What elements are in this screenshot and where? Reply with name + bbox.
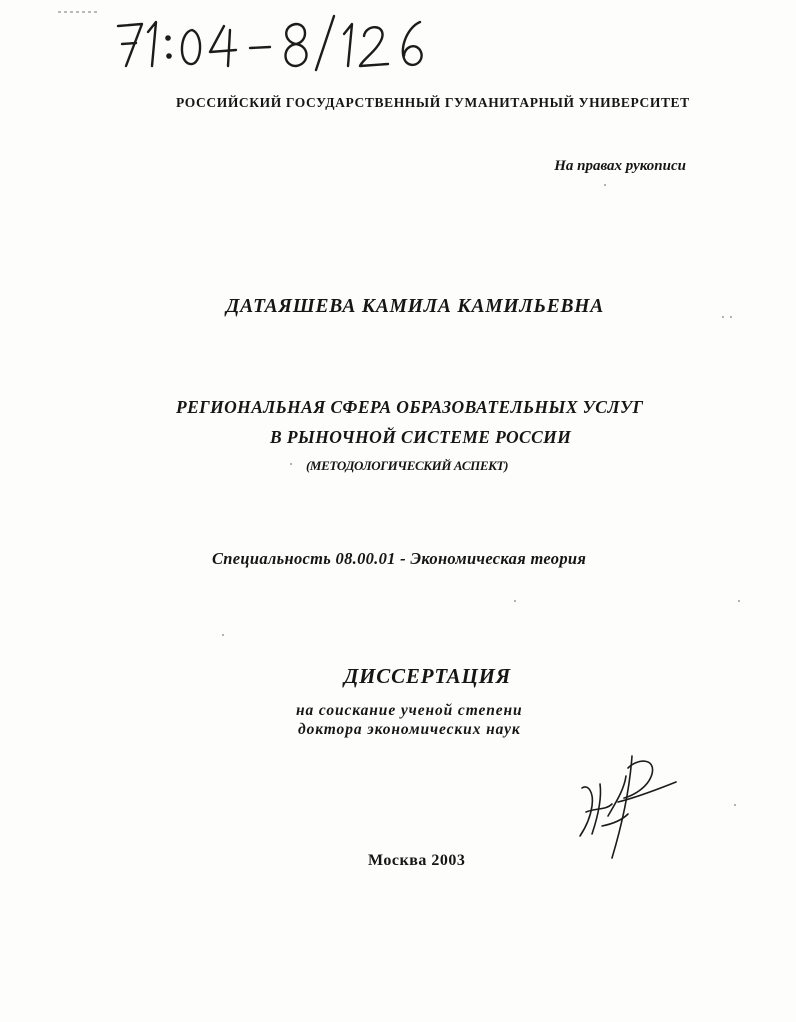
scan-speck <box>514 600 516 602</box>
scan-speck <box>734 804 736 806</box>
scan-speck <box>722 316 724 318</box>
degree-line-2: доктора экономических наук <box>298 721 521 738</box>
scan-speck <box>222 634 224 636</box>
dissertation-title-line-2: В РЫНОЧНОЙ СИСТЕМЕ РОССИИ <box>270 427 572 447</box>
handwritten-signature <box>572 754 682 866</box>
scan-speck <box>604 184 606 186</box>
scan-corner-mark <box>58 10 98 14</box>
university-name: РОССИЙСКИЙ ГОСУДАРСТВЕННЫЙ ГУМАНИТАРНЫЙ УНИВЕРСИТЕТ <box>176 95 690 110</box>
manuscript-rights-note: На правах рукописи <box>554 158 686 174</box>
specialty-line: Специальность 08.00.01 - Экономическая теория <box>212 549 587 568</box>
scan-speck <box>738 600 740 602</box>
author-name: ДАТАЯШЕВА КАМИЛА КАМИЛЬЕВНА <box>226 296 605 317</box>
handwritten-archive-number <box>112 8 432 76</box>
dissertation-subtitle: (МЕТОДОЛОГИЧЕСКИЙ АСПЕКТ) <box>306 458 509 473</box>
city-and-year: Москва 2003 <box>368 852 466 869</box>
scan-speck <box>290 463 292 465</box>
dissertation-title-line-1: РЕГИОНАЛЬНАЯ СФЕРА ОБРАЗОВАТЕЛЬНЫХ УСЛУГ <box>176 397 644 417</box>
degree-line-1: на соискание ученой степени <box>296 702 523 719</box>
scan-speck <box>730 316 732 318</box>
document-type-heading: ДИССЕРТАЦИЯ <box>344 664 511 688</box>
